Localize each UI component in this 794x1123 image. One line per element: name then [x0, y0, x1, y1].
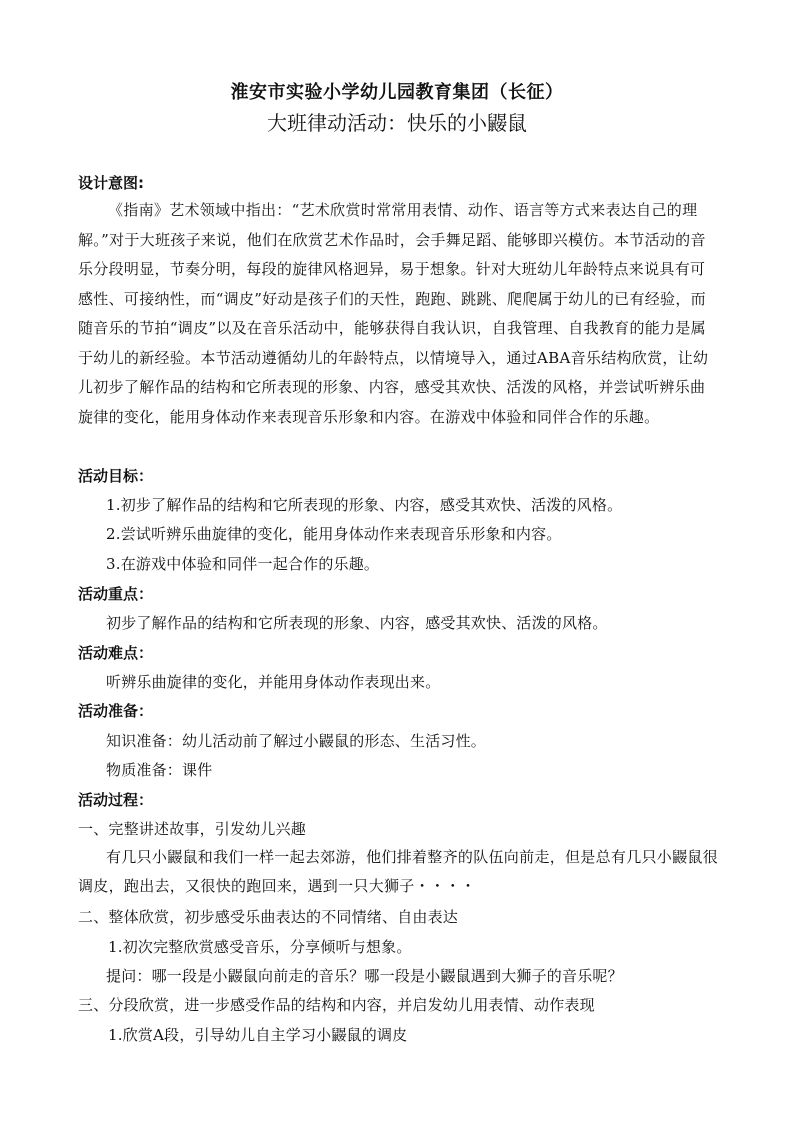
document-subtitle: 大班律动活动：快乐的小鼹鼠 [267, 111, 527, 135]
process-step1-title: 一、完整讲述故事，引发幼儿兴趣 [78, 820, 307, 838]
process-step2-title: 二、整体欣赏，初步感受乐曲表达的不同情绪、自由表达 [78, 908, 459, 926]
preparation-material: 物质准备：课件 [106, 761, 213, 779]
design-intent-heading: 设计意图: [78, 174, 144, 192]
goal-item-3: 3.在游戏中体验和同伴一起合作的乐趣。 [106, 555, 380, 573]
preparation-knowledge: 知识准备：幼儿活动前了解过小鼹鼠的形态、生活习性。 [106, 732, 487, 750]
process-step2-question: 提问：哪一段是小鼹鼠向前走的音乐？哪一段是小鼹鼠遇到大狮子的音乐呢？ [106, 967, 623, 985]
document-title: 淮安市实验小学幼儿园教育集团（长征） [230, 82, 564, 103]
key-point-heading: 活动重点： [78, 585, 154, 603]
process-step3-title: 三、分段欣赏，进一步感受作品的结构和内容，并启发幼儿用表情、动作表现 [78, 996, 595, 1014]
process-step2-item: 1.初次完整欣赏感受音乐，分享倾听与想象。 [108, 938, 412, 956]
goal-item-1: 1.初步了解作品的结构和它所表现的形象、内容，感受其欢快、活泼的风格。 [106, 496, 623, 514]
key-point-text: 初步了解作品的结构和它所表现的形象、内容，感受其欢快、活泼的风格。 [106, 614, 608, 632]
process-heading: 活动过程： [78, 791, 154, 809]
difficulty-heading: 活动难点： [78, 644, 154, 662]
process-step1-story: 有几只小鼹鼠和我们一样一起去郊游，他们排着整齐的队伍向前走，但是总有几只小鼹鼠很调皮，跑出去，又很快的跑回来，遇到一只大狮子・・・・ [78, 848, 719, 895]
process-step3-item: 1.欣赏A段，引导幼儿自主学习小鼹鼠的调皮 [108, 1026, 408, 1044]
goals-heading: 活动目标： [78, 467, 154, 485]
preparation-heading: 活动准备： [78, 702, 154, 720]
design-intent-paragraph: 《指南》艺术领域中指出：“艺术欣赏时常常用表情、动作、语言等方式来表达自己的理解。”对于大班孩子来说，他们在欣赏艺术作品时，会手舞足蹈、能够即兴模仿。本节活动的音乐分段明显，节奏分明，每段的旋律风格迥异，易于想象。针对大班幼儿年龄特点来说具有可感性、可接纳性，而“调皮”好动是孩子们的天性，跑跑、跳跳、爬爬属于幼儿的已有经验，而随音乐的节拍“调皮”以及在音乐活动中，能够获得自我认识，自我管理、自我教育的能力是属于幼儿的新经验。本节活动遵循幼儿的年龄特点，以情境导入，通过ABA音乐结构欣赏，让幼儿初步了解作品的结构和它所表现的形象、内容，感受其欢快、活泼的风格，并尝试听辨乐曲旋律的变化，能用身体动作来表现音乐形象和内容。在游戏中体验和同伴合作的乐趣。 [78, 201, 709, 426]
difficulty-text: 听辨乐曲旋律的变化，并能用身体动作表现出来。 [106, 673, 441, 691]
goal-item-2: 2.尝试听辨乐曲旋律的变化，能用身体动作来表现音乐形象和内容。 [106, 525, 562, 543]
